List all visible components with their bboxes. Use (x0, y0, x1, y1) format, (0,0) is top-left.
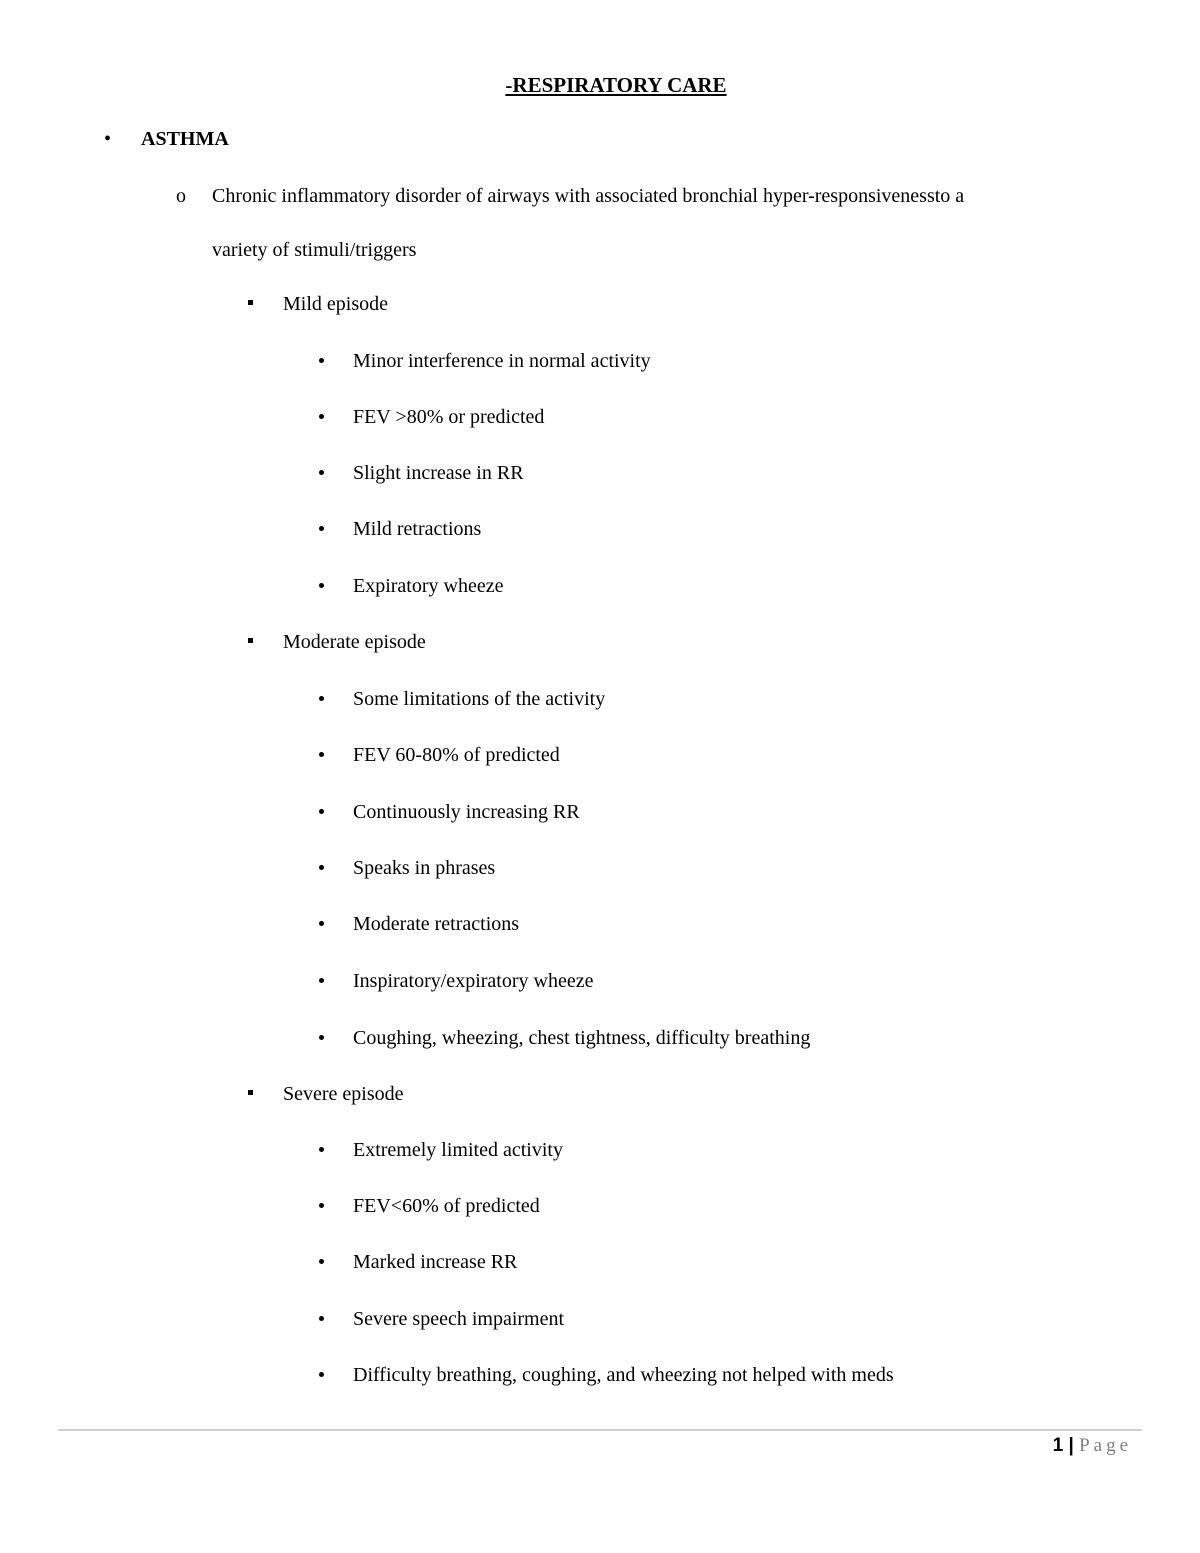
dot-bullet-icon (319, 1203, 324, 1208)
dot-bullet-icon (319, 1035, 324, 1040)
list-item: Some limitations of the activity (353, 688, 606, 710)
list-item: Extremely limited activity (353, 1139, 563, 1161)
page-separator: | (1068, 1435, 1074, 1456)
list-item: FEV 60-80% of predicted (353, 744, 560, 766)
list-item: Inspiratory/expiratory wheeze (353, 970, 594, 992)
dot-bullet-icon (319, 583, 324, 588)
dot-bullet-icon (319, 752, 324, 757)
list-item: Expiratory wheeze (353, 575, 504, 597)
circle-bullet-icon: o (176, 185, 186, 207)
list-item: FEV >80% or predicted (353, 406, 545, 428)
page-title: -RESPIRATORY CARE (505, 73, 727, 97)
square-bullet-icon (248, 1090, 253, 1095)
dot-bullet-icon (319, 470, 324, 475)
dot-bullet-icon (319, 1147, 324, 1152)
list-item: Moderate retractions (353, 913, 520, 935)
dot-bullet-icon (319, 526, 324, 531)
dot-bullet-icon (319, 921, 324, 926)
definition-line-2: variety of stimuli/triggers (212, 239, 417, 261)
definition-line-1: Chronic inflammatory disorder of airways with associated bronchial hyper-responsivenessto a (212, 185, 965, 207)
page-number: 1 (1052, 1435, 1064, 1456)
square-bullet-icon (248, 638, 253, 643)
list-item: Continuously increasing RR (353, 801, 580, 823)
section-heading: ASTHMA (141, 128, 229, 150)
list-item: Slight increase in RR (353, 462, 524, 484)
list-item: Speaks in phrases (353, 857, 496, 879)
list-item: FEV<60% of predicted (353, 1195, 540, 1217)
dot-bullet-icon (319, 358, 324, 363)
list-item: Severe speech impairment (353, 1308, 565, 1330)
list-item: Minor interference in normal activity (353, 350, 651, 372)
dot-bullet-icon (319, 1316, 324, 1321)
dot-bullet-icon (319, 1259, 324, 1264)
list-item: Marked increase RR (353, 1251, 518, 1273)
list-item: Difficulty breathing, coughing, and wheezing not helped with meds (353, 1364, 894, 1386)
list-item: Coughing, wheezing, chest tightness, difficulty breathing (353, 1027, 811, 1049)
dot-bullet-icon (319, 865, 324, 870)
dot-bullet-icon (319, 809, 324, 814)
footer-divider (58, 1429, 1142, 1431)
episode-label-moderate: Moderate episode (283, 631, 426, 653)
episode-label-mild: Mild episode (283, 293, 388, 315)
dot-bullet-icon (319, 1372, 324, 1377)
dot-bullet-icon (319, 696, 324, 701)
dot-bullet-icon (319, 414, 324, 419)
list-item: Mild retractions (353, 518, 482, 540)
episode-label-severe: Severe episode (283, 1083, 404, 1105)
page-footer (1053, 1434, 1132, 1458)
dot-bullet-icon (319, 978, 324, 983)
bullet-icon: • (104, 128, 112, 150)
square-bullet-icon (248, 300, 253, 305)
page-label: Page (1079, 1435, 1132, 1456)
